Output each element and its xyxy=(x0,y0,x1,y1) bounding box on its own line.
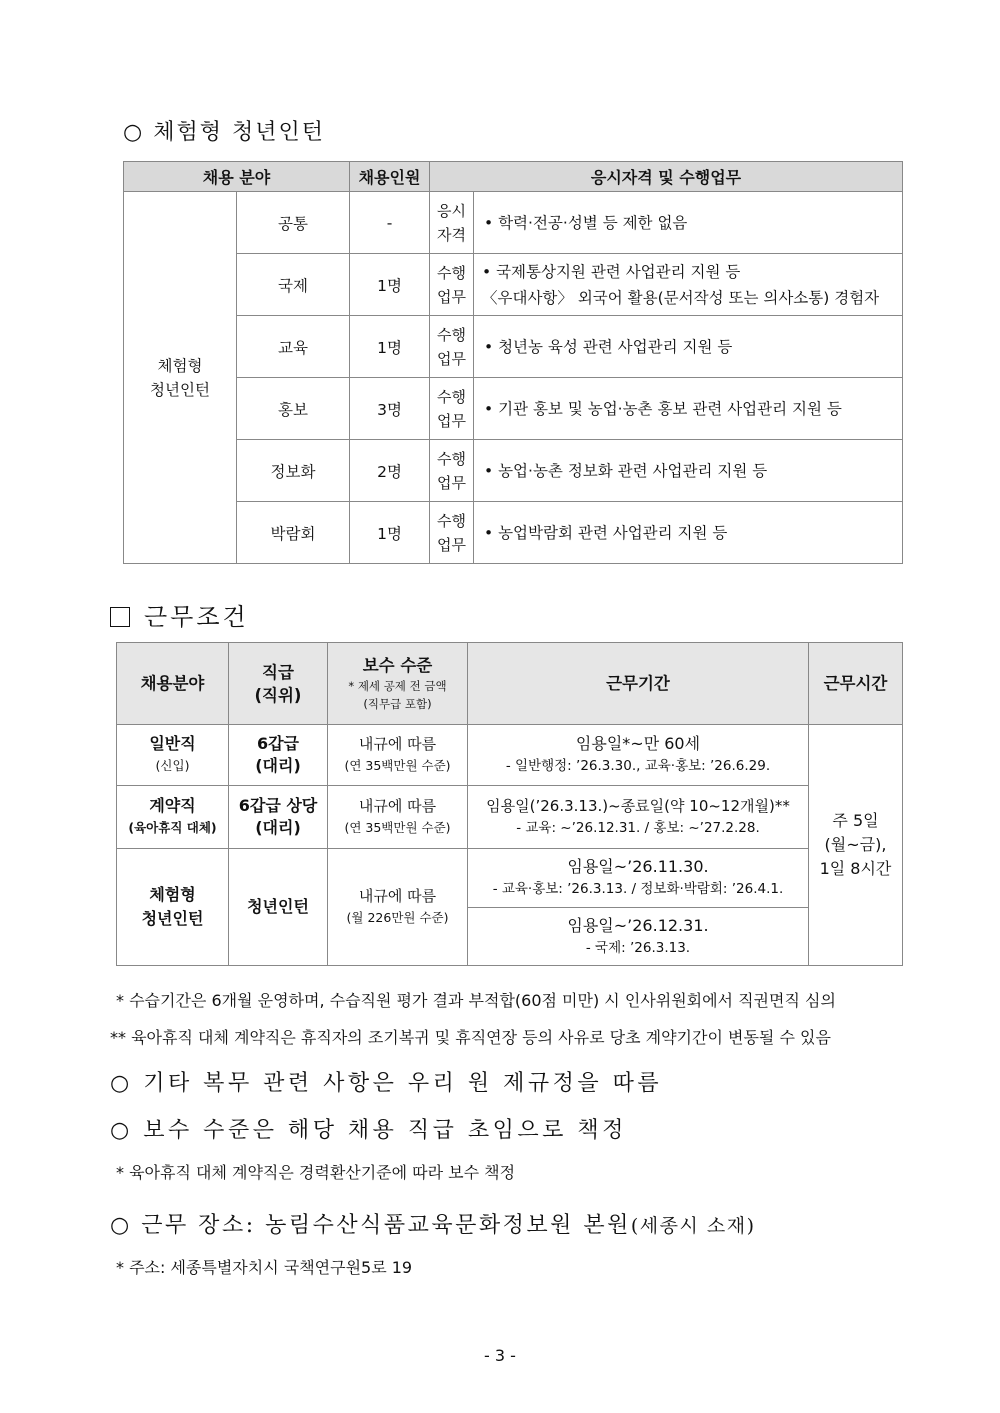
header-field: 채용분야 xyxy=(117,643,229,725)
header-hours: 근무시간 xyxy=(809,643,903,725)
field-cell: 교육 xyxy=(237,316,350,378)
note-contract-change: ** 육아휴직 대체 계약직은 휴직자의 조기복귀 및 휴직연장 등의 사유로 당초 계약기간이 변동될 수 있음 xyxy=(110,1028,831,1047)
table-row xyxy=(117,786,903,849)
bullet-service-rules: ○ 기타 복무 관련 사항은 우리 원 제규정을 따름 xyxy=(110,1071,663,1096)
field-cell: 공통 xyxy=(237,192,350,254)
field-sub: (육아휴직 대체) xyxy=(128,820,217,835)
conditions-table-header xyxy=(117,643,903,725)
location-value: 농림수산식품교육문화정보원 본원 xyxy=(265,1213,631,1238)
count-cell: 1명 xyxy=(350,502,430,564)
period-main: 임용일*~만 60세 xyxy=(575,734,701,753)
desc-cell: • 청년농 육성 관련 사업관리 지원 등 xyxy=(474,316,903,378)
period-main: 임용일~’26.12.31. xyxy=(567,915,709,935)
desc-cell: • 농업박람회 관련 사업관리 지원 등 xyxy=(474,502,903,564)
section-title-text: 근무조건 xyxy=(144,603,249,631)
pay-cell xyxy=(328,725,468,786)
section-title-conditions xyxy=(110,597,249,632)
kind-cell: 수행 업무 xyxy=(430,316,474,378)
count-cell: - xyxy=(350,192,430,254)
desc-cell: • 학력·전공·성별 등 제한 없음 xyxy=(474,192,903,254)
table-row xyxy=(124,502,903,564)
count-cell: 1명 xyxy=(350,316,430,378)
field-main: 계약직 xyxy=(149,796,196,815)
header-grade: 직급 (직위) xyxy=(229,643,328,725)
kind-cell: 응시 자격 xyxy=(430,192,474,254)
pay-main: 내규에 따름 xyxy=(358,797,437,815)
period-cell xyxy=(468,908,809,966)
pay-cell xyxy=(328,849,468,966)
table-row xyxy=(124,378,903,440)
location-label: ○ 근무 장소: xyxy=(110,1213,256,1238)
period-cell xyxy=(468,725,809,786)
table-row xyxy=(124,254,903,316)
count-cell: 3명 xyxy=(350,378,430,440)
header-pay-label: 보수 수준 xyxy=(362,656,433,675)
field-main: 일반직 xyxy=(149,734,196,753)
table-row xyxy=(124,316,903,378)
header-period: 근무기간 xyxy=(468,643,809,725)
table-row xyxy=(124,192,903,254)
location-paren: (세종시 소재) xyxy=(630,1215,756,1237)
field-cell xyxy=(117,786,229,849)
period-sub: - 일반행정: ’26.3.30., 교육·홍보: ’26.6.29. xyxy=(505,758,771,774)
field-cell: 홍보 xyxy=(237,378,350,440)
bullet-location xyxy=(110,1208,756,1239)
kind-cell: 수행 업무 xyxy=(430,502,474,564)
desc-cell: • 농업·농촌 정보화 관련 사업관리 지원 등 xyxy=(474,440,903,502)
conditions-table xyxy=(116,642,903,966)
intern-table xyxy=(123,161,903,564)
category-cell: 체험형 청년인턴 xyxy=(124,192,237,564)
pay-main: 내규에 따름 xyxy=(358,735,437,753)
intern-table-header xyxy=(124,162,903,192)
field-cell: 박람회 xyxy=(237,502,350,564)
note-pay-contract: * 육아휴직 대체 계약직은 경력환산기준에 따라 보수 책정 xyxy=(116,1163,516,1182)
grade-cell: 6갑급 (대리) xyxy=(229,725,328,786)
grade-cell: 6갑급 상당 (대리) xyxy=(229,786,328,849)
header-pay-note: * 제세 공제 전 금액 (직무급 포함) xyxy=(348,679,447,711)
period-sub: - 교육: ~’26.12.31. / 홍보: ~’27.2.28. xyxy=(516,820,760,836)
note-probation: * 수습기간은 6개월 운영하며, 수습직원 평가 결과 부적합(60점 미만) 시 인사위원회에서 직권면직 심의 xyxy=(116,991,836,1010)
field-cell xyxy=(117,725,229,786)
table-row xyxy=(124,440,903,502)
period-sub: - 국제: ’26.3.13. xyxy=(585,939,691,956)
field-cell: 국제 xyxy=(237,254,350,316)
kind-cell: 수행 업무 xyxy=(430,440,474,502)
table-row xyxy=(117,725,903,786)
pay-sub: (월 226만원 수준) xyxy=(346,910,449,925)
count-cell: 1명 xyxy=(350,254,430,316)
bullet-pay-level: ○ 보수 수준은 해당 채용 직급 초임으로 책정 xyxy=(110,1118,627,1143)
grade-cell: 청년인턴 xyxy=(229,849,328,966)
desc-cell: • 국제통상지원 관련 사업관리 지원 등 〈우대사항〉 외국어 활용(문서작성 또는 의사소통) 경험자 xyxy=(474,254,903,316)
page-number: - 3 - xyxy=(484,1346,516,1365)
kind-cell: 수행 업무 xyxy=(430,254,474,316)
period-sub: - 교육·홍보: ’26.3.13. / 정보화·박람회: ’26.4.1. xyxy=(492,881,784,897)
header-count: 채용인원 xyxy=(350,162,430,192)
pay-main: 내규에 따름 xyxy=(358,887,437,905)
table-row xyxy=(117,849,903,908)
period-main: 임용일~’26.11.30. xyxy=(567,857,709,876)
kind-cell: 수행 업무 xyxy=(430,378,474,440)
field-cell: 정보화 xyxy=(237,440,350,502)
field-sub: (신입) xyxy=(155,758,190,773)
hours-cell: 주 5일 (월~금), 1일 8시간 xyxy=(809,725,903,966)
period-cell xyxy=(468,786,809,849)
note-address: * 주소: 세종특별자치시 국책연구원5로 19 xyxy=(116,1258,413,1277)
desc-cell: • 기관 홍보 및 농업·농촌 홍보 관련 사업관리 지원 등 xyxy=(474,378,903,440)
pay-sub: (연 35백만원 수준) xyxy=(344,820,451,835)
count-cell: 2명 xyxy=(350,440,430,502)
checkbox-square-icon xyxy=(110,607,130,627)
field-cell: 체험형 청년인턴 xyxy=(117,849,229,966)
header-field: 채용 분야 xyxy=(124,162,350,192)
pay-sub: (연 35백만원 수준) xyxy=(344,758,451,773)
header-qualification: 응시자격 및 수행업무 xyxy=(430,162,903,192)
period-cell xyxy=(468,849,809,908)
section-title-intern: ○ 체험형 청년인턴 xyxy=(123,120,325,145)
header-pay xyxy=(328,643,468,725)
period-main: 임용일(’26.3.13.)~종료일(약 10~12개월)** xyxy=(486,797,790,815)
pay-cell xyxy=(328,786,468,849)
